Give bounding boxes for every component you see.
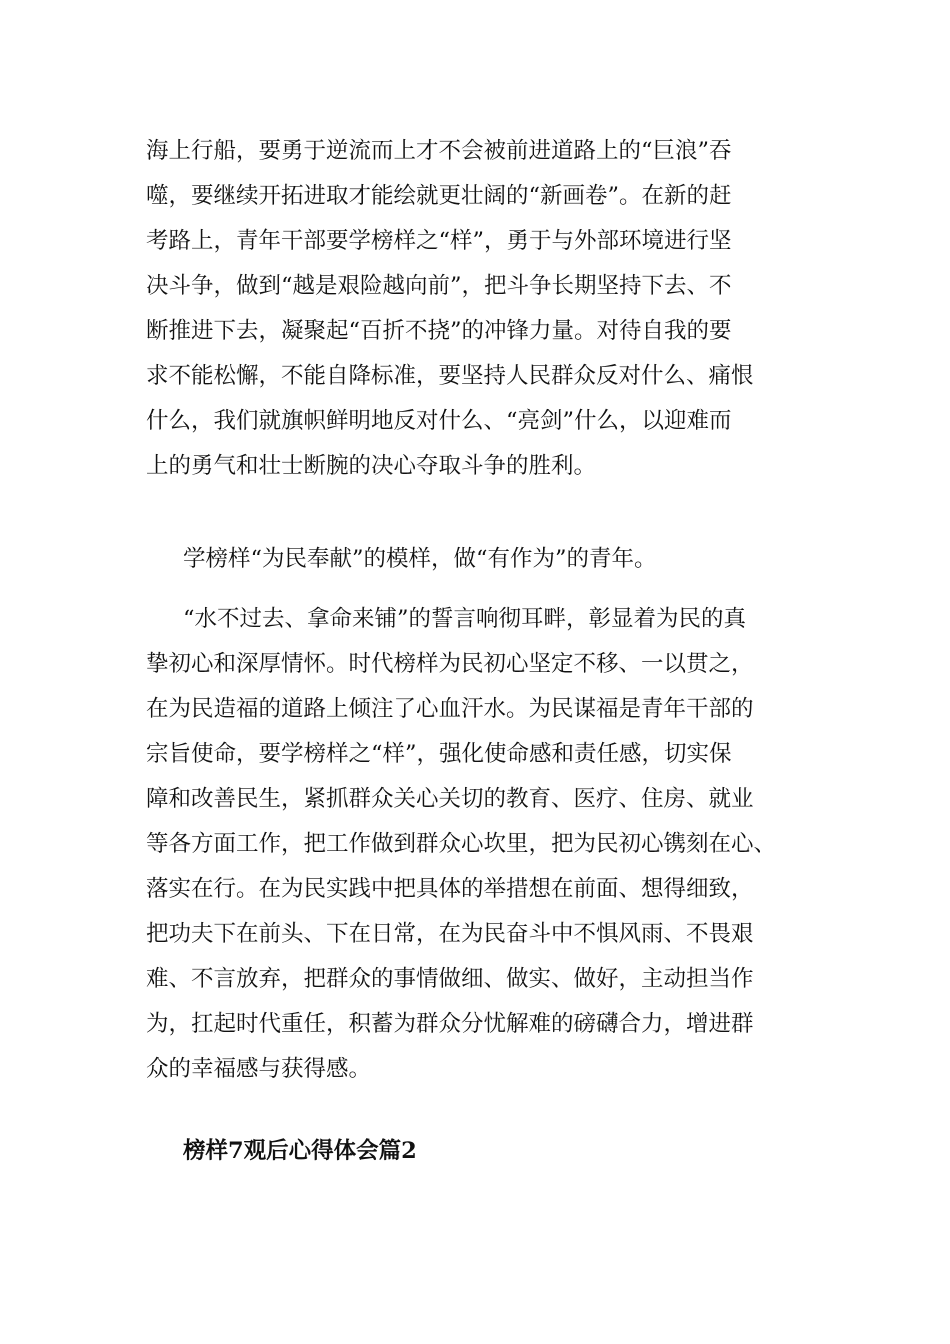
text-line: 等各方面工作，把工作做到群众心坎里，把为民初心镌刻在心、	[146, 831, 777, 857]
text-line: 众的幸福感与获得感。	[146, 1056, 372, 1082]
text-line: 挚初心和深厚情怀。时代榜样为民初心坚定不移、一以贯之，	[146, 651, 754, 677]
paragraph-struggle	[146, 129, 806, 489]
text-line: 难、不言放弃，把群众的事情做细、做实、做好，主动担当作	[146, 966, 754, 992]
text-line: 为，扛起时代重任，积蓄为群众分忧解难的磅礴合力，增进群	[146, 1011, 754, 1037]
text-line: 噬，要继续开拓进取才能绘就更壮阔的“新画卷”。在新的赶	[146, 183, 732, 209]
text-line: 在为民造福的道路上倾注了心血汗水。为民谋福是青年干部的	[146, 696, 754, 722]
paragraph-subheading	[146, 537, 806, 582]
text-line: 障和改善民生，紧抓群众关心关切的教育、医疗、住房、就业	[146, 786, 754, 812]
text-line: 学榜样“为民奉献”的模样，做“有作为”的青年。	[183, 546, 657, 572]
section-heading: 榜样7观后心得体会篇2	[183, 1138, 417, 1164]
text-line: 断推进下去，凝聚起“百折不挠”的冲锋力量。对待自我的要	[146, 318, 732, 344]
text-line: 宗旨使命，要学榜样之“样”，强化使命感和责任感，切实保	[146, 741, 732, 767]
text-line: 什么，我们就旗帜鲜明地反对什么、“亮剑”什么，以迎难而	[146, 408, 732, 434]
text-line: “水不过去、拿命来铺”的誓言响彻耳畔，彰显着为民的真	[183, 606, 747, 632]
text-line: 海上行船，要勇于逆流而上才不会被前进道路上的“巨浪”吞	[146, 138, 732, 164]
text-line: 决斗争，做到“越是艰险越向前”，把斗争长期坚持下去、不	[146, 273, 732, 299]
text-line: 考路上，青年干部要学榜样之“样”，勇于与外部环境进行坚	[146, 228, 732, 254]
text-line: 落实在行。在为民实践中把具体的举措想在前面、想得细致，	[146, 876, 754, 902]
text-line: 把功夫下在前头、下在日常，在为民奋斗中不惧风雨、不畏艰	[146, 921, 754, 947]
text-line: 上的勇气和壮士断腕的决心夺取斗争的胜利。	[146, 453, 597, 479]
text-line: 求不能松懈，不能自降标准，要坚持人民群众反对什么、痛恨	[146, 363, 754, 389]
paragraph-serve-people	[146, 597, 806, 1092]
